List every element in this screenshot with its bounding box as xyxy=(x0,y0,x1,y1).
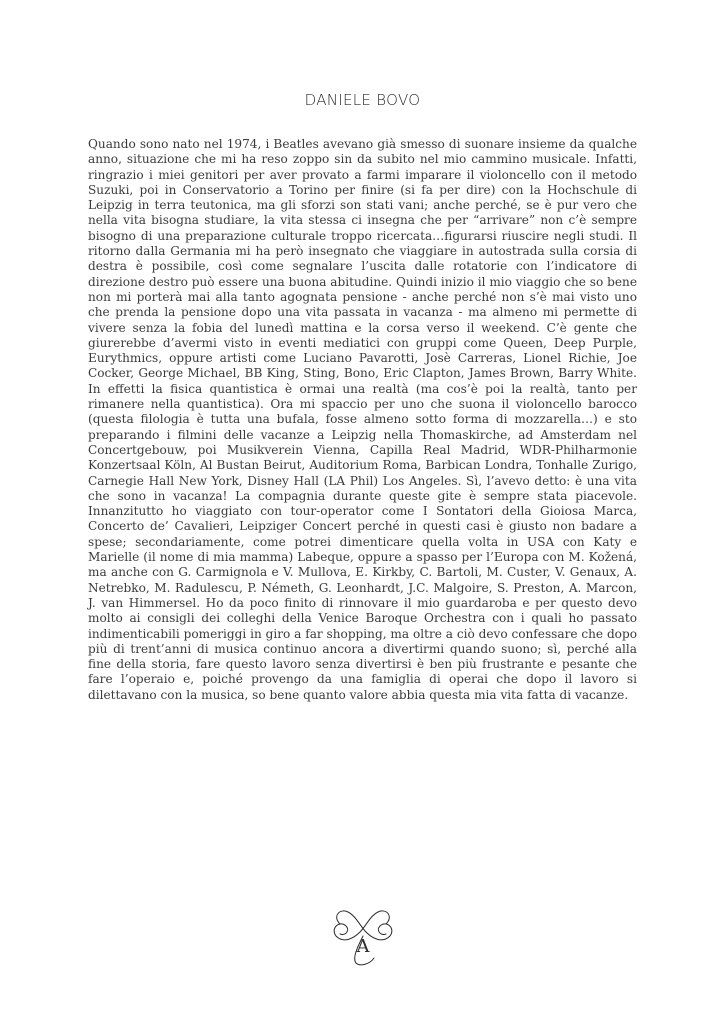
page-title: DANIELE BOVO xyxy=(304,91,421,109)
biography-paragraph: Quando sono nato nel 1974, i Beatles avevano già smesso di suonare insieme da qualche anno, situazione che mi ha reso zoppo sin da subito nel mio cammino musicale. Infatti, ringrazio i miei genitori per aver provato a farmi imparare il violoncello con il metodo Suzuki, poi in Conservatorio a Torino per finire (si fa per dire) con la Hochschule di Leipzig in terra teutonica, ma gli sforzi son stati vani; anche perché, se è pur vero che nella vita bisogna studiare, la vita stessa ci insegna che per “arrivare” non c’è sempre bisogno di una preparazione culturale troppo ricercata…figurarsi riuscire negli studi. Il ritorno dalla Germania mi ha però insegnato che viaggiare in autostrada sulla corsia di destra è possibile, così come segnalare l’uscita dalle rotatorie con l’indicatore di direzione destro può essere una buona abitudine. Quindi inizio il mio viaggio che so bene non mi porterà mai alla tanto agognata pensione - anche perché non s’è mai visto uno che prenda la pensione dopo una vita passata in vacanza - ma almeno mi permette di vivere senza la fobia del lunedì mattina e la corsa verso il weekend. C’è gente che giurerebbe d’avermi visto in eventi mediatici con gruppi come Queen, Deep Purple, Eurythmics, oppure artisti come Luciano Pavarotti, Josè Carreras, Lionel Richie, Joe Cocker, George Michael, BB King, Sting, Bono, Eric Clapton, James Brown, Barry White. In effetti la fisica quantistica è ormai una realtà (ma cos’è poi la realtà, tanto per rimanere nella quantistica). Ora mi spaccio per uno che suona il violoncello barocco (questa filologia è tutta una bufala, fosse almeno sotto forma di mozzarella…) e sto preparando i filmini delle vacanze a Leipzig nella Thomaskirche, ad Amsterdam nel Concertgebouw, poi Musikverein Vienna, Capilla Real Madrid, WDR-Philharmonie Konzertsaal Köln, Al Bustan Beirut, Auditorium Roma, Barbican Londra, Tonhalle Zurigo, Carnegie Hall New York, Disney Hall (LA Phil) Los Angeles. Sì, l’avevo detto: è una vita che sono in vacanza! La compagnia durante queste gite è sempre stata piacevole. Innanzitutto ho viaggiato con tour-operator come I Sontatori della Gioiosa Marca, Concerto de’ Cavalieri, Leipziger Concert perché in questi casi è giusto non badare a spese; secondariamente, come potrei dimenticare quella volta in USA con Katy e Marielle (il nome di mia mamma) Labeque, oppure a spasso per l’Europa con M. Kožená, ma anche con G. Carmignola e V. Mullova, E. Kirkby, C. Bartoli, M. Custer, V. Genaux, A. Netrebko, M. Radulescu, P. Németh, G. Leonhardt, J.C. Malgoire, S. Preston, A. Marcon, J. van Himmersel. Ho da poco finito di rinnovare il mio guardaroba e per questo devo molto ai consigli dei colleghi della Venice Baroque Orchestra con i quali ho passato indimenticabili pomeriggi in giro a far shopping, ma oltre a ciò devo confessare che dopo più di trent’anni di musica continuo ancora a divertirmi quando suono; sì, perché alla fine della storia, fare questo lavoro senza divertirsi è ben più frustrante e pesante che fare l’operaio e, poiché provengo da una famiglia di operai che dopo il lavoro si dilettavano con la musica, so bene quanto valore abbia questa mia vita fatta di vacanze. xyxy=(88,137,637,702)
calligraphic-a-monogram-icon xyxy=(330,906,396,966)
logo-letter: A xyxy=(356,936,370,957)
